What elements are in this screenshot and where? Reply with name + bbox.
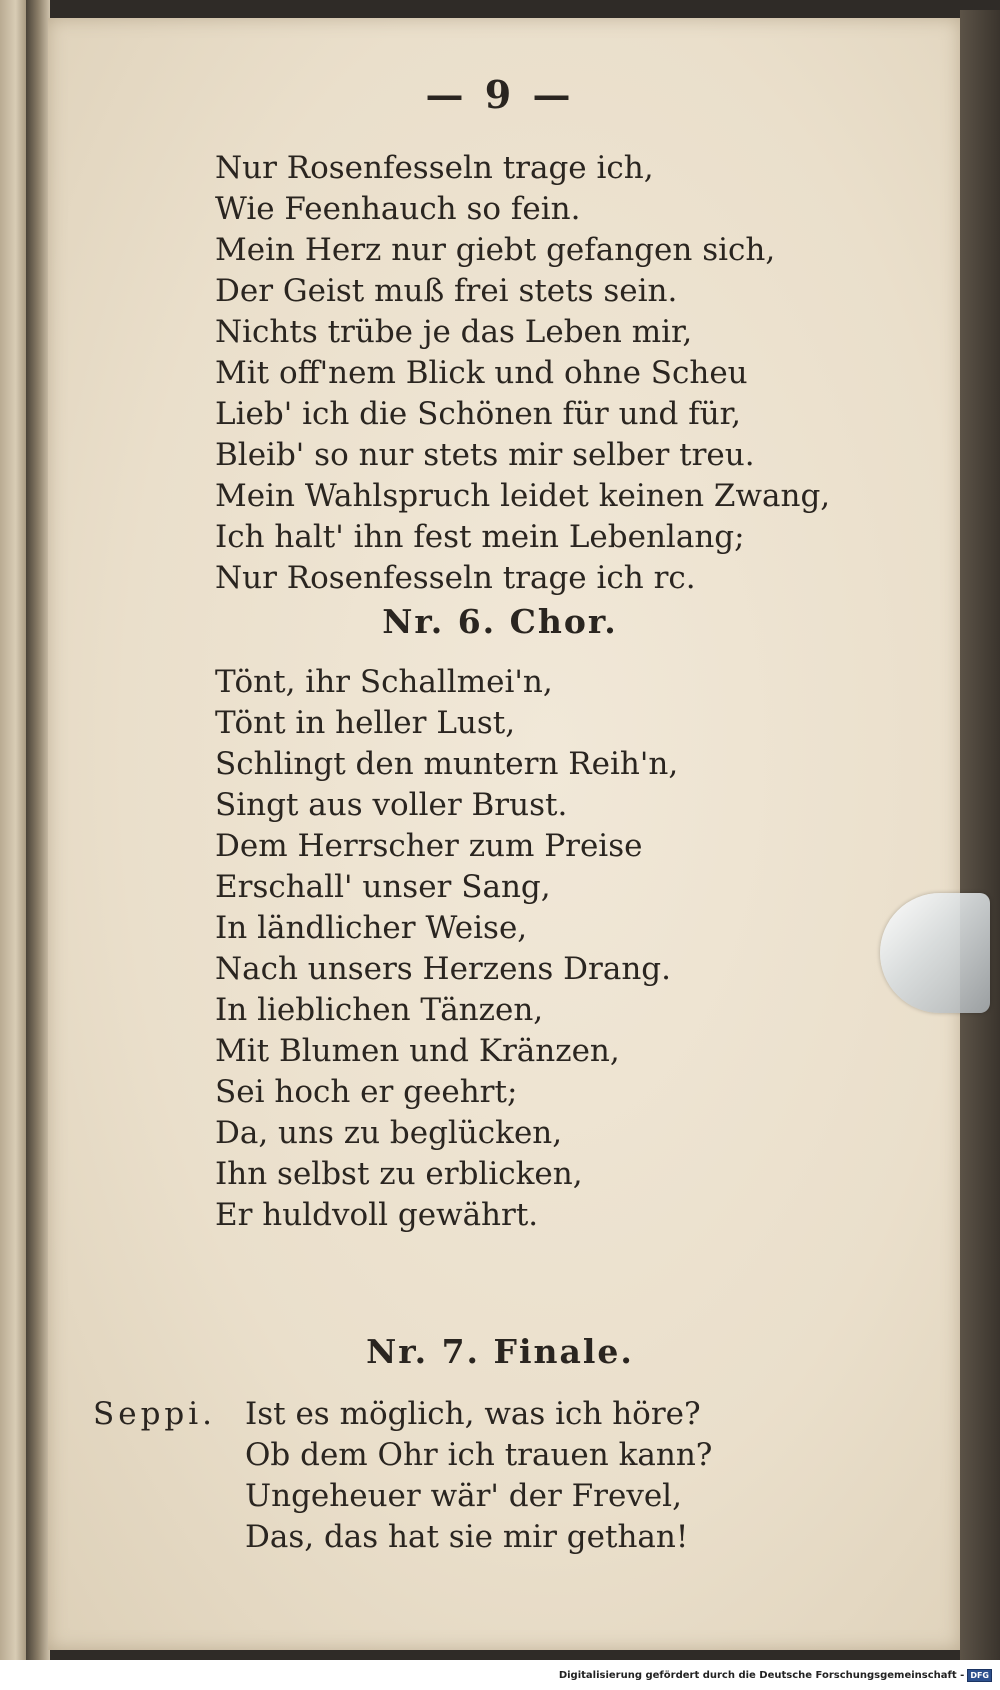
verse-line: Ob dem Ohr ich trauen kann? xyxy=(245,1437,713,1473)
verse-line: Sei hoch er geehrt; xyxy=(215,1074,518,1110)
heading-nr-6: Nr. 6. Chor. xyxy=(382,602,618,641)
stanza-1 xyxy=(215,148,830,599)
book-gutter xyxy=(26,0,50,1660)
verse-line: Das, das hat sie mir gethan! xyxy=(245,1519,689,1555)
verse-line: Mit Blumen und Kränzen, xyxy=(215,1033,620,1069)
page-number: — 9 — xyxy=(425,72,575,117)
right-page-edge xyxy=(960,10,1000,1660)
footer-text: Digitalisierung gefördert durch die Deutsche Forschungsgemeinschaft - xyxy=(558,1670,965,1681)
heading-nr-7: Nr. 7. Finale. xyxy=(366,1332,634,1371)
page-clip xyxy=(880,893,990,1013)
verse-line: Schlingt den muntern Reih'n, xyxy=(215,746,679,782)
verse-line: Ist es möglich, was ich höre? xyxy=(245,1396,701,1432)
stanza-2 xyxy=(215,662,678,1236)
dfg-logo-icon: DFG xyxy=(967,1669,992,1682)
speaker-name: Seppi. xyxy=(93,1396,217,1432)
verse-line: Mein Wahlspruch leidet keinen Zwang, xyxy=(215,478,831,514)
verse-line: In ländlicher Weise, xyxy=(215,910,528,946)
verse-line: Lieb' ich die Schönen für und für, xyxy=(215,396,741,432)
digitization-footer xyxy=(559,1669,992,1682)
verse-line: Ich halt' ihn fest mein Lebenlang; xyxy=(215,519,745,555)
verse-line: Da, uns zu beglücken, xyxy=(215,1115,563,1151)
verse-line: Wie Feenhauch so fein. xyxy=(215,191,581,227)
left-page-edge xyxy=(0,0,26,1660)
verse-line: Nichts trübe je das Leben mir, xyxy=(215,314,693,350)
verse-line: Mit off'nem Blick und ohne Scheu xyxy=(215,355,748,391)
verse-line: Der Geist muß frei stets sein. xyxy=(215,273,678,309)
verse-line: Dem Herrscher zum Preise xyxy=(215,828,643,864)
verse-line: Mein Herz nur giebt gefangen sich, xyxy=(215,232,776,268)
verse-line: Ungeheuer wär' der Frevel, xyxy=(245,1478,682,1514)
verse-line: Tönt in heller Lust, xyxy=(215,705,516,741)
verse-line: Ihn selbst zu erblicken, xyxy=(215,1156,583,1192)
verse-line: Nach unsers Herzens Drang. xyxy=(215,951,671,987)
verse-line: Tönt, ihr Schallmei'n, xyxy=(215,664,553,700)
verse-line: Er huldvoll gewährt. xyxy=(215,1197,539,1233)
verse-line: Erschall' unser Sang, xyxy=(215,869,551,905)
verse-line: Bleib' so nur stets mir selber treu. xyxy=(215,437,755,473)
stanza-3 xyxy=(245,1394,712,1558)
verse-line: In lieblichen Tänzen, xyxy=(215,992,544,1028)
verse-line: Nur Rosenfesseln trage ich, xyxy=(215,150,654,186)
verse-line: Nur Rosenfesseln trage ich rc. xyxy=(215,560,696,596)
verse-line: Singt aus voller Brust. xyxy=(215,787,568,823)
